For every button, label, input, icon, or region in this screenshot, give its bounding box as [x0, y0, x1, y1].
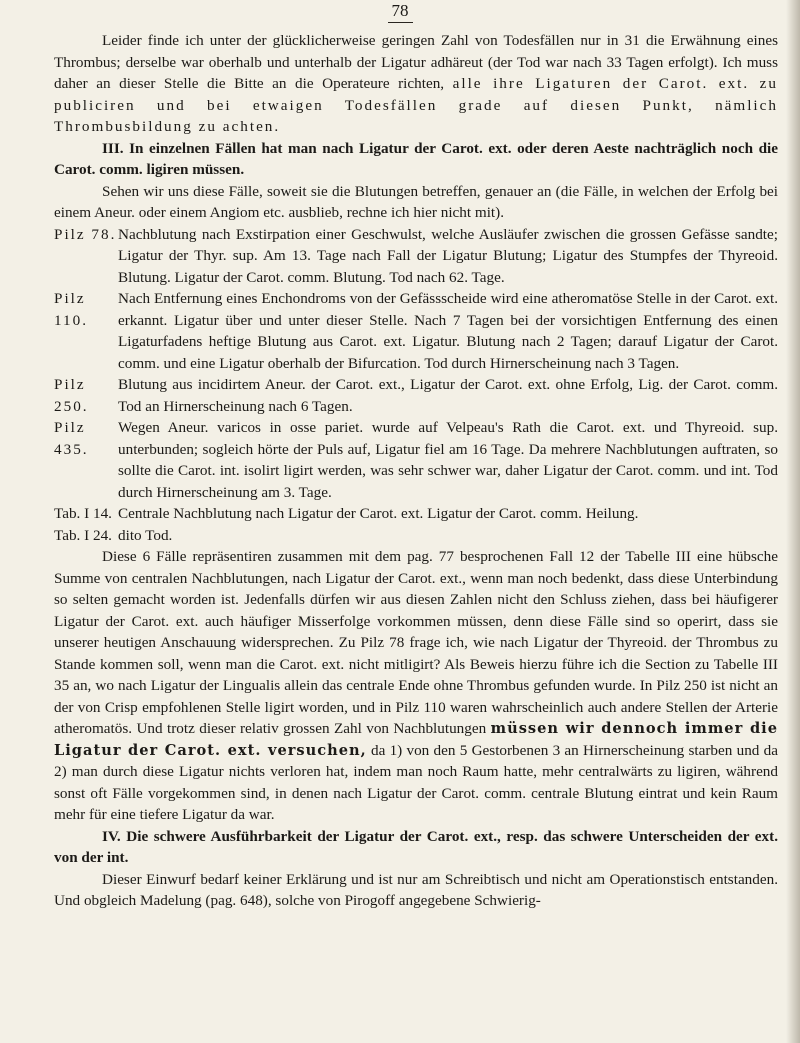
page-body — [54, 30, 778, 912]
case-ref: Pilz 110. — [54, 290, 89, 329]
case-ref: Pilz 435. — [54, 419, 89, 458]
spaced-emphasis: alle ihre Ligaturen der Carot. ext. zu publiciren und bei etwaigen Todesfällen grade auf diesen Punkt, nämlich Thrombusbildung zu achten. — [54, 75, 778, 135]
case-text: dito Tod. — [118, 526, 173, 544]
section-4-paragraph: Dieser Einwurf bedarf keiner Erklärung und ist nur am Schreibtisch und nicht am Operationstisch entstanden. Und obgleich Madelung (pag. 648), solche von Pirogoff angegebene Schwierig- — [54, 870, 778, 909]
page-number: 78 — [0, 0, 800, 23]
intro-paragraph: Leider finde ich unter der glücklicherweise geringen Zahl von Todesfällen nur in 31 die Erwähnung eines Thrombus; derselbe war oberhalb und unterhalb der Ligatur adhäreut (der Tod war nach 33 Tagen erfolgt). Ich muss daher an dieser Stelle die Bitte an die Operateure richten, alle ihre Ligaturen der Carot. ext. zu publiciren und bei etwaigen Todesfällen grade auf diesen Punkt, nämlich Thrombusbildung zu achten. — [54, 32, 778, 135]
case-entry — [54, 374, 778, 417]
section-3-heading: III. In einzelnen Fällen hat man nach Ligatur der Carot. ext. oder deren Aeste nachträglich noch die Carot. comm. ligiren müssen. — [54, 139, 778, 178]
case-text: Blutung aus incidirtem Aneur. der Carot. ext., Ligatur der Carot. ext. ohne Erfolg, Lig. der Carot. comm. Tod an Hirnerscheinung nach 6 Tagen. — [118, 376, 778, 415]
case-ref: Tab. I 14. — [54, 505, 112, 522]
case-text: Centrale Nachblutung nach Ligatur der Carot. ext. Ligatur der Carot. comm. Heilung. — [118, 505, 639, 522]
case-entry — [54, 224, 778, 289]
case-entry — [54, 288, 778, 374]
case-ref: Pilz 250. — [54, 376, 89, 415]
case-entry — [54, 503, 778, 525]
discussion-paragraph: Diese 6 Fälle repräsentiren zusammen mit dem pag. 77 besprochenen Fall 12 der Tabelle III eine hübsche Summe von centralen Nachblutungen, nach Ligatur der Carot. ext., wenn man noch bedenkt, dass diese Unterbindung so selten gemacht worden ist. Jedenfalls dürfen wir aus diesen Zahlen nicht den Schluss ziehen, dass bei häufigerer Ligatur der Carot. ext. auch häufiger Misserfolge vorkommen müssen, denn diese Fälle sind so operirt, dass sie unserer heutigen Anschauung widersprechen. Zu Pilz 78 frage ich, wie nach Ligatur der Thyreoid. der Thrombus zu Stande kommen soll, wenn man die Carot. ext. nicht mitligirt? Als Beweis hierzu führe ich die Section zu Tabelle III 35 an, wo nach Ligatur der Lingualis allein das centrale Ende ohne Thrombus gefunden wurde. In Pilz 250 ist nicht an der von Crisp empfohlenen Stelle ligirt worden, und in Pilz 110 waren wahrscheinlich auch andere Stellen der Arterie atheromatös. Und trotz dieser relativ grossen Zahl von Nachblutungen müssen wir dennoch immer die Ligatur der Carot. ext. versuchen, da 1) von den 5 Gestorbenen 3 an Hirnerscheinung starben und da 2) man durch diese Ligatur nichts verloren hat, indem man noch Raum hatte, mehr centralwärts zu ligiren, während sonst oft Fälle vorgekommen sind, in denen nach Ligatur der Carot. comm. centrale Blutung eintrat und kein Raum mehr für eine tiefere Ligatur da war. — [54, 548, 778, 823]
page-edge-shadow — [786, 0, 800, 1043]
case-ref: Tab. I 24. — [54, 526, 112, 544]
case-entry — [54, 525, 778, 547]
case-entry — [54, 417, 778, 503]
case-text: Nach Entfernung eines Enchondroms von der Gefässscheide wird eine atheromatöse Stelle in der Carot. ext. erkannt. Ligatur über und unter dieser Stelle. Nach 7 Tagen bei der vorsichtigen Entfernung des einen Ligaturfadens heftige Blutung aus Carot. ext. Ligatur. Blutung nach 2 Tagen; darauf Ligatur der Carot. comm. und eine Ligatur oberhalb der Bifurcation. Tod durch Hirnerscheinung nach 3 Tagen. — [118, 290, 778, 372]
section-4-heading: IV. Die schwere Ausführbarkeit der Ligatur der Carot. ext., resp. das schwere Unterscheiden der ext. von der int. — [54, 827, 778, 866]
case-ref: Pilz 78. — [54, 225, 117, 243]
case-text: Nachblutung nach Exstirpation einer Geschwulst, welche Ausläufer zwischen die grossen Gefässe sandte; Ligatur der Thyr. sup. Am 13. Tage nach Fall der Ligatur Blutung; Ligatur des Stumpfes der Thyreoid. Blutung. Ligatur der Carot. comm. Blutung. Tod nach 62. Tage. — [118, 225, 778, 286]
bold-emphasis: müssen wir dennoch immer die Ligatur der Carot. ext. versuchen, — [54, 720, 778, 759]
case-text: Wegen Aneur. varicos in osse pariet. wurde auf Velpeau's Rath die Carot. ext. und Thyreoid. sup. unterbunden; sogleich hörte der Puls auf, Ligatur fiel am 16 Tage. Da mehrere Nachblutungen auftraten, so sollte die Carot. int. isolirt ligirt werden, was sehr schwer war, daher Ligatur der Carot. comm. und int. Tod durch Hirnerscheinung am 3. Tage. — [118, 419, 778, 501]
section-3-lead: Sehen wir uns diese Fälle, soweit sie die Blutungen betreffen, genauer an (die Fälle, in welchen der Erfolg bei einem Aneur. oder einem Angiom etc. ausblieb, rechne ich hier nicht mit). — [54, 182, 778, 221]
